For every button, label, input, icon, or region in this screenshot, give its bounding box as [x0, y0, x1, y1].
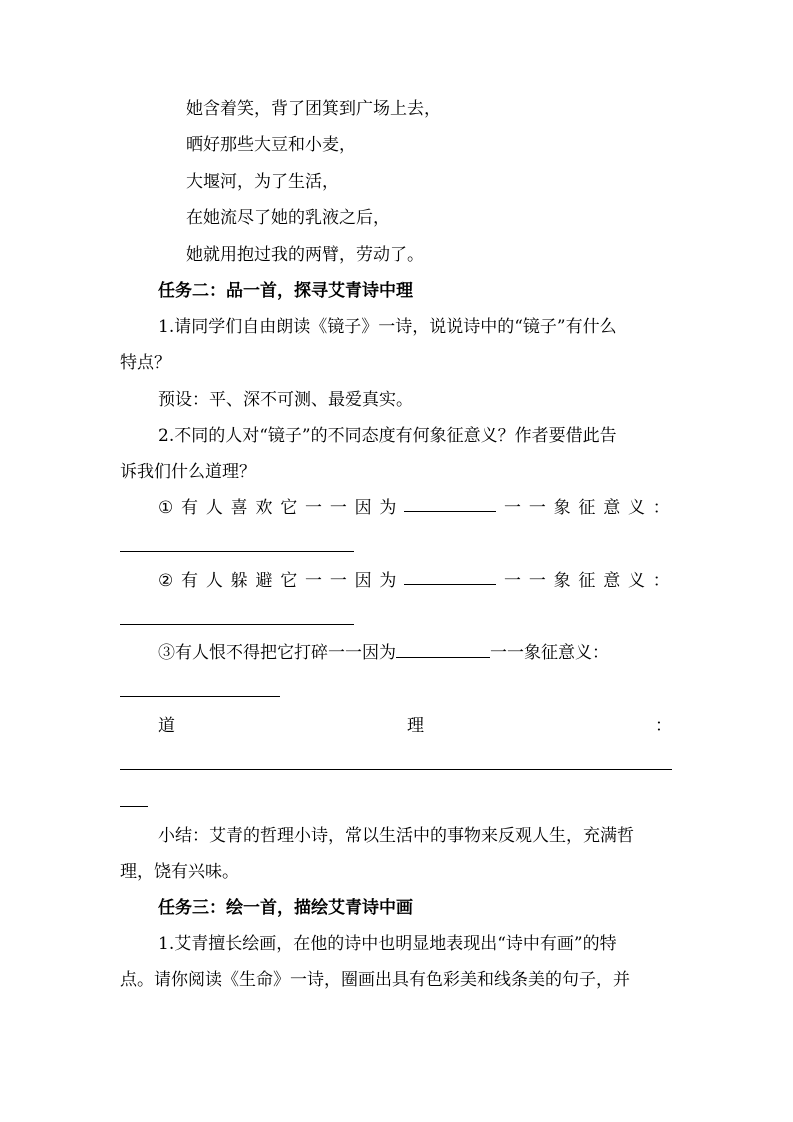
poem-line-2: 晒好那些大豆和小麦，: [186, 135, 356, 155]
item2-marker: ②: [158, 571, 174, 591]
reason-answer-line-tail[interactable]: [120, 806, 148, 807]
task2-question2: 2.不同的人对“镜子”的不同态度有何象征意义？作者要借此告: [158, 426, 617, 446]
task2-preset-answer: 预设：平、深不可测、最爱真实。: [158, 390, 413, 410]
task2-item-1: ① 有 人 喜 欢 它 一 一 因 为 一 一 象 征 意 义 ：: [158, 498, 670, 518]
task2-item-3: ③有人恨不得把它打碎一一因为 一一象征意义：: [158, 643, 609, 663]
task2-summary: 小结：艾青的哲理小诗，常以生活中的事物来反观人生，充满哲: [158, 826, 634, 846]
task3-question1-cont: 点。请你阅读《生命》一诗，圈画出具有色彩美和线条美的句子，并: [120, 970, 630, 990]
task2-heading: 任务二：品一首，探寻艾青诗中理: [158, 281, 413, 301]
li-label: 理: [407, 716, 424, 736]
poem-line-3: 大堰河，为了生活，: [186, 172, 339, 192]
dao-label: 道: [158, 716, 175, 736]
item1-blank-meaning[interactable]: [120, 551, 354, 552]
poem-line-4: 在她流尽了她的乳液之后，: [186, 208, 390, 228]
item2-blank-reason[interactable]: [404, 569, 496, 585]
item3-blank-meaning[interactable]: [120, 696, 280, 697]
poem-line-5: 她就用抱过我的两臂，劳动了。: [186, 245, 424, 265]
item3-blank-reason[interactable]: [396, 642, 490, 658]
dao-li-colon: ：: [655, 716, 672, 736]
item2-blank-meaning[interactable]: [120, 624, 354, 625]
task2-summary-cont: 理，饶有兴味。: [120, 862, 239, 882]
item1-marker: ①: [158, 498, 174, 518]
poem-line-1: 她含着笑，背了团箕到广场上去，: [186, 99, 441, 119]
reason-answer-line[interactable]: [120, 769, 672, 770]
task3-heading: 任务三：绘一首，描绘艾青诗中画: [158, 898, 413, 918]
task2-question1: 1.请同学们自由朗读《镜子》一诗，说说诗中的“镜子”有什么: [158, 317, 617, 337]
task2-item-2: ② 有 人 躲 避 它 一 一 因 为 一 一 象 征 意 义 ：: [158, 571, 670, 591]
task2-question1-cont: 特点？: [120, 353, 171, 373]
item1-blank-reason[interactable]: [404, 496, 496, 512]
task2-question2-cont: 诉我们什么道理？: [120, 462, 256, 482]
task3-question1: 1.艾青擅长绘画，在他的诗中也明显地表现出“诗中有画”的特: [158, 934, 617, 954]
